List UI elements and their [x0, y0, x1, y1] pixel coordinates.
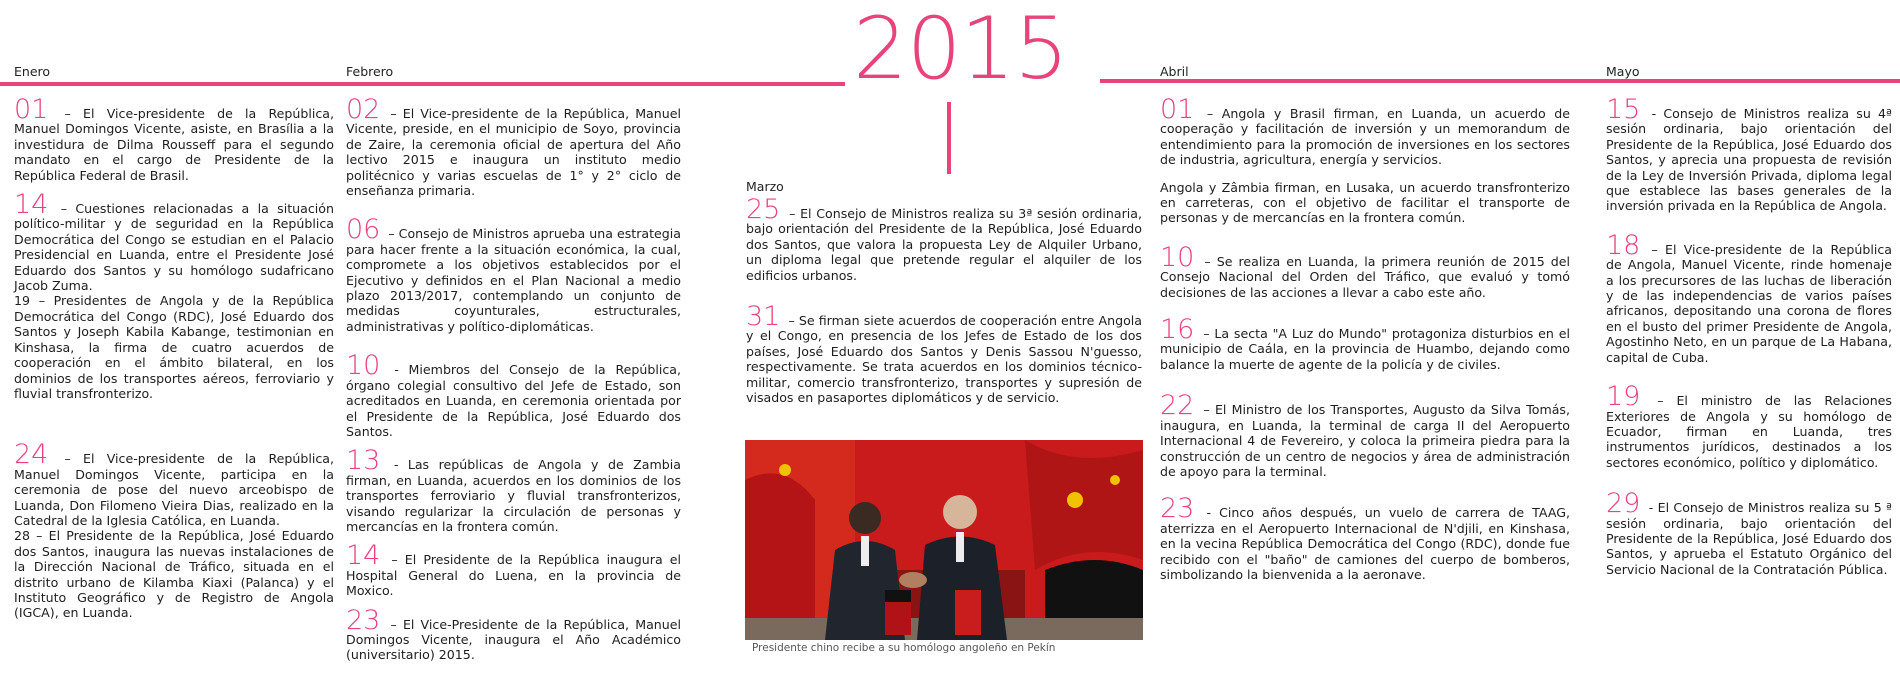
entry-feb-10: 10 - Miembros del Consejo de la República, órgano colegial consultivo del Jefe de Estado, son acreditados en Luanda, en ceremonia orientada por el Presidente de la República, José Eduardo dos Santos.: [346, 350, 681, 439]
month-label-may: Mayo: [1606, 64, 1640, 79]
entry-mar-25: 25 – El Consejo de Ministros realiza su 3ª sesión ordinaria, bajo orientación del Presidente de la República, José Eduardo dos Santos, que valora la propuesta Ley de Alquiler Urbano, un diploma legal que pretende regular el alquiler de los edificios urbanos.: [746, 194, 1142, 283]
column-mar: [746, 194, 1142, 417]
entry-may-15: 15 - Consejo de Ministros realiza su 4ª sesión ordinaria, bajo orientación del Presidente de la República, José Eduardo dos Santos, y aprecia una propuesta de revisión de la Ley de Inversión Privada, diploma legal que establece las bases generales de la inversión privada en la República de Angola.: [1606, 94, 1892, 214]
column-may: [1606, 94, 1892, 589]
year-heading: 2015: [853, 0, 1068, 99]
entry-apr-01b: Angola y Zâmbia firman, en Lusaka, un acuerdo transfronterizo en carreteras, con el objetivo de facilitar el transporte de personas y de mercancías en la frontera común.: [1160, 179, 1570, 226]
entry-feb-14: 14 – El Presidente de la República inaugura el Hospital General do Luena, en la provincia de Moxico.: [346, 540, 681, 599]
timeline-left: [0, 82, 845, 86]
presidents-handshake-illustration: [745, 440, 1143, 640]
entry-feb-02: 02 – El Vice-presidente de la República, Manuel Vicente, preside, en el municipio de Soyo, provincia de Zaire, la ceremonia oficial de apertura del Año lectivo 2015 e inaugura un instituto medio politécnico y varias escuelas de 1° y 2° ciclo de enseñanza primaria.: [346, 94, 681, 199]
timeline-marker: [947, 102, 951, 174]
month-label-feb: Febrero: [346, 64, 394, 79]
timeline-right: [1100, 79, 1900, 83]
entry-feb-06: 06 – Consejo de Ministros aprueba una estrategia para hacer frente a la situación económica, la cual, compromete a los objetivos establecidos por el Ejecutivo y definidos en el Plan Nacional a medio plazo 2013/2017, contemplando un conjunto de medidas coyunturales, estructurales, administrativas y político-diplomáticas.: [346, 214, 681, 334]
entry-mar-31: 31 – Se firman siete acuerdos de cooperación entre Angola y el Congo, en presencia de los Jefes de Estado de los dos países, José Eduardo dos Santos y Denis Sassou N'guesso, respectivamente. Se trata acuerdos en los dominios técnico-militar, comercio transfronterizo, transportes y supresión de visados en pasaportes diplomáticos y de servicio.: [746, 301, 1142, 406]
entry-jan-28: 28 – El Presidente de la República, José Eduardo dos Santos, inaugura las nuevas instalaciones de la Dirección Nacional de Tráfico, situada en el distrito urbano de Kilamba Kiaxi (Palanca) y el Instituto Geográfico y de Registro de Angola (IGCA), en Luanda.: [14, 528, 334, 621]
entry-apr-22: 22 – El Ministro de los Transportes, Augusto da Silva Tomás, inaugura, en Luanda, la terminal de carga II del Aeropuerto Internacional 4 de Fevereiro, y coloca la primeira piedra para la construcción de un centro de negocios y área de administración de apoyo para la terminal.: [1160, 390, 1570, 479]
month-label-mar: Marzo: [746, 179, 784, 194]
entry-jan-14: 14 – Cuestiones relacionadas a la situación político-militar y de seguridad en la República Democrática del Congo se estudian en el Palacio Presidencial en Luanda, entre el Presidente José Eduardo dos Santos y su homólogo sudafricano Jacob Zuma.: [14, 189, 334, 294]
entry-feb-13: 13 - Las repúblicas de Angola y de Zambia firman, en Luanda, acuerdos en los dominios de los transportes ferroviario y fluvial transfronterizos, visando regularizar la circulación de personas y mercancías en la frontera común.: [346, 445, 681, 534]
entry-apr-01: 01 – Angola y Brasil firman, en Luanda, un acuerdo de cooperação y facilitación de inversión y un memorandum de entendimiento para la promoción de inversiones en los sectores de industria, agricultura, energía y servicios.: [1160, 94, 1570, 168]
entry-jan-19: 19 – Presidentes de Angola y de la República Democrática del Congo (RDC), José Eduardo dos Santos y Joseph Kabila Kabange, testimonian en Kinshasa, la firma de cuatro acuerdos de cooperación en el ámbito bilateral, en los dominios de los transportes aéreos, ferroviario y fluvial transfronterizo.: [14, 293, 334, 401]
entry-apr-23: 23 - Cinco años después, un vuelo de carrera de TAAG, aterrizza en el Aeropuerto Internacional de N'djili, en Kinshasa, en la vecina República Democrática del Congo (RDC), donde fue recibido con el "baño" de camiones del cuerpo de bomberos, simbolizando la bienvenida a la aeronave.: [1160, 493, 1570, 582]
month-label-jan: Enero: [14, 64, 51, 79]
entry-feb-23: 23 – El Vice-Presidente de la República, Manuel Domingos Vicente, inaugura el Año Académico (universitario) 2015.: [346, 604, 681, 663]
entry-may-19: 19 – El ministro de las Relaciones Exteriores de Angola y su homólogo de Ecuador, firman en Luanda, tres instrumentos jurídicos, destinados a los sectores económico, político y diplomático.: [1606, 381, 1892, 470]
column-feb: [346, 94, 681, 675]
entry-may-18: 18 – El Vice-presidente de la República de Angola, Manuel Vicente, rinde homenaje a los precursores de las luchas de liberación y de las independencias de varios países africanos, depositando una corona de flores en el busto del primer Presidente de Angola, Agostinho Neto, en un parque de La Habana, capital de Cuba.: [1606, 229, 1892, 365]
month-label-apr: Abril: [1160, 64, 1189, 79]
news-photo: [745, 440, 1143, 640]
photo-caption: Presidente chino recibe a su homólogo angoleño en Pekín: [752, 642, 1056, 654]
entry-apr-10: 10 – Se realiza en Luanda, la primera reunión de 2015 del Consejo Nacional del Orden del Tráfico, que evaluó y tomó decisiones de las acciones a llevar a cabo este año.: [1160, 241, 1570, 300]
column-jan: [14, 94, 334, 633]
entry-apr-16: 16 – La secta "A Luz do Mundo" protagoniza disturbios en el municipio de Caála, en la provincia de Huambo, dejando como balance la muerte de agente de la policía y de civiles.: [1160, 314, 1570, 372]
entry-jan-01: 01 – El Vice-presidente de la República, Manuel Domingos Vicente, asiste, en Brasília a la investidura de Dilma Rousseff para el segundo mandato en el cargo de Presidente de la República Federal de Brasil.: [14, 94, 334, 183]
entry-may-29: 29 - El Consejo de Ministros realiza su 5 ª sesión ordinaria, bajo orientación del Presidente de la República, José Eduardo dos Santos, y aprueba el Estatuto Orgánico del Servicio Nacional de la Contratación Pública.: [1606, 488, 1892, 577]
column-apr: [1160, 94, 1570, 594]
entry-jan-24: 24 – El Vice-presidente de la República, Manuel Domingos Vicente, participa en la ceremonia de pose del nuevo arceobispo de Luanda, Don Filomeno Vieira Dias, realizado en la Catedral de la Iglesia Católica, en Luanda.: [14, 439, 334, 528]
